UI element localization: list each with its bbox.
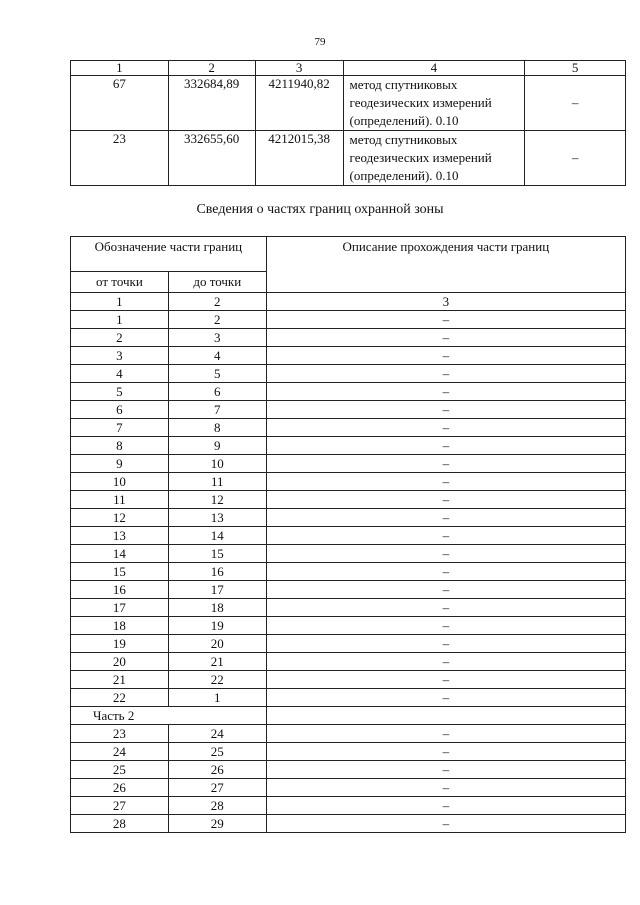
method-line: метод спутниковых <box>349 132 458 147</box>
method-line: (определений). 0.10 <box>349 168 459 183</box>
from-point: 10 <box>71 473 169 491</box>
from-point: 21 <box>71 671 169 689</box>
table-row <box>71 581 626 599</box>
to-point: 16 <box>168 563 266 581</box>
col-header-1: 1 <box>71 61 169 76</box>
description-cell: – <box>266 455 625 473</box>
from-point: 13 <box>71 527 169 545</box>
method-line: геодезических измерений <box>349 95 492 110</box>
point-number: 23 <box>71 131 169 186</box>
table-row <box>71 401 626 419</box>
description-cell: – <box>266 527 625 545</box>
to-point: 26 <box>168 761 266 779</box>
table-row <box>71 617 626 635</box>
to-point: 25 <box>168 743 266 761</box>
coordinates-header-row <box>71 61 626 76</box>
to-point-header: до точки <box>168 272 266 293</box>
to-point: 15 <box>168 545 266 563</box>
from-point: 22 <box>71 689 169 707</box>
table-row <box>71 437 626 455</box>
col-header-5: 5 <box>525 61 626 76</box>
from-point: 23 <box>71 725 169 743</box>
to-point: 20 <box>168 635 266 653</box>
description-cell: – <box>266 797 625 815</box>
to-point: 21 <box>168 653 266 671</box>
from-point: 27 <box>71 797 169 815</box>
table-row <box>71 797 626 815</box>
description-cell: – <box>266 347 625 365</box>
table-row <box>71 455 626 473</box>
from-point: 7 <box>71 419 169 437</box>
description-cell: – <box>266 725 625 743</box>
description-cell: – <box>266 653 625 671</box>
table-row <box>71 779 626 797</box>
method-cell <box>343 76 525 131</box>
table-row <box>71 131 626 186</box>
description-cell: – <box>266 581 625 599</box>
from-point: 12 <box>71 509 169 527</box>
table-row <box>71 76 626 131</box>
note-cell: – <box>525 76 626 131</box>
table-row <box>71 689 626 707</box>
to-point: 22 <box>168 671 266 689</box>
from-point: 4 <box>71 365 169 383</box>
description-cell: – <box>266 419 625 437</box>
boundary-parts-table <box>70 236 626 833</box>
table-row <box>71 491 626 509</box>
from-point: 17 <box>71 599 169 617</box>
table-row <box>71 815 626 833</box>
from-point: 5 <box>71 383 169 401</box>
to-point: 18 <box>168 599 266 617</box>
col-header-3: 3 <box>255 61 343 76</box>
from-point-header: от точки <box>71 272 169 293</box>
description-cell: – <box>266 473 625 491</box>
from-point: 9 <box>71 455 169 473</box>
to-point: 3 <box>168 329 266 347</box>
to-point: 10 <box>168 455 266 473</box>
y-coordinate: 4211940,82 <box>255 76 343 131</box>
from-point: 19 <box>71 635 169 653</box>
from-point: 24 <box>71 743 169 761</box>
col-header-2: 2 <box>168 61 255 76</box>
from-point: 1 <box>71 311 169 329</box>
boundary-header-row <box>71 237 626 272</box>
table-row <box>71 635 626 653</box>
description-cell: – <box>266 437 625 455</box>
description-cell: – <box>266 545 625 563</box>
table-row <box>71 329 626 347</box>
description-cell: – <box>266 635 625 653</box>
to-point: 17 <box>168 581 266 599</box>
description-cell: – <box>266 779 625 797</box>
point-number: 67 <box>71 76 169 131</box>
to-point: 2 <box>168 311 266 329</box>
table-row <box>71 653 626 671</box>
to-point: 28 <box>168 797 266 815</box>
description-cell: – <box>266 383 625 401</box>
description-cell: – <box>266 401 625 419</box>
description-header: Описание прохождения части границ <box>266 237 625 293</box>
from-point: 20 <box>71 653 169 671</box>
from-point: 28 <box>71 815 169 833</box>
table-row <box>71 761 626 779</box>
table-row <box>71 563 626 581</box>
table-row <box>71 599 626 617</box>
x-coordinate: 332655,60 <box>168 131 255 186</box>
description-cell: – <box>266 599 625 617</box>
method-cell <box>343 131 525 186</box>
table-row <box>71 725 626 743</box>
from-point: 11 <box>71 491 169 509</box>
note-cell: – <box>525 131 626 186</box>
table-row <box>71 383 626 401</box>
description-cell: – <box>266 761 625 779</box>
from-point: 6 <box>71 401 169 419</box>
to-point: 7 <box>168 401 266 419</box>
part-label: Часть 2 <box>71 707 267 725</box>
y-coordinate: 4212015,38 <box>255 131 343 186</box>
from-point: 16 <box>71 581 169 599</box>
description-cell: – <box>266 365 625 383</box>
column-number: 3 <box>266 293 625 311</box>
description-cell: – <box>266 311 625 329</box>
table-row <box>71 311 626 329</box>
table-row <box>71 347 626 365</box>
description-cell: – <box>266 329 625 347</box>
to-point: 11 <box>168 473 266 491</box>
from-point: 3 <box>71 347 169 365</box>
to-point: 13 <box>168 509 266 527</box>
page-number: 79 <box>314 36 326 48</box>
description-cell: – <box>266 743 625 761</box>
description-cell: – <box>266 815 625 833</box>
to-point: 6 <box>168 383 266 401</box>
from-point: 26 <box>71 779 169 797</box>
description-cell: – <box>266 509 625 527</box>
to-point: 12 <box>168 491 266 509</box>
table-row <box>71 527 626 545</box>
x-coordinate: 332684,89 <box>168 76 255 131</box>
table-row <box>71 743 626 761</box>
to-point: 9 <box>168 437 266 455</box>
to-point: 27 <box>168 779 266 797</box>
table-row <box>71 545 626 563</box>
column-number-row <box>71 293 626 311</box>
from-point: 15 <box>71 563 169 581</box>
method-line: (определений). 0.10 <box>349 113 459 128</box>
description-cell: – <box>266 563 625 581</box>
part-label-row <box>71 707 626 725</box>
table-row <box>71 365 626 383</box>
to-point: 24 <box>168 725 266 743</box>
section-title: Сведения о частях границ охранной зоны <box>196 202 444 217</box>
table-row <box>71 671 626 689</box>
from-point: 2 <box>71 329 169 347</box>
method-line: метод спутниковых <box>349 77 458 92</box>
table-row <box>71 509 626 527</box>
table-row <box>71 473 626 491</box>
table-row <box>71 419 626 437</box>
method-line: геодезических измерений <box>349 150 492 165</box>
from-point: 8 <box>71 437 169 455</box>
from-point: 18 <box>71 617 169 635</box>
column-number: 2 <box>168 293 266 311</box>
to-point: 19 <box>168 617 266 635</box>
col-header-4: 4 <box>343 61 525 76</box>
from-point: 14 <box>71 545 169 563</box>
to-point: 29 <box>168 815 266 833</box>
column-number: 1 <box>71 293 169 311</box>
description-cell: – <box>266 617 625 635</box>
to-point: 8 <box>168 419 266 437</box>
from-point: 25 <box>71 761 169 779</box>
description-cell: – <box>266 671 625 689</box>
to-point: 5 <box>168 365 266 383</box>
to-point: 14 <box>168 527 266 545</box>
description-cell <box>266 707 625 725</box>
description-cell: – <box>266 491 625 509</box>
coordinates-table <box>70 60 626 186</box>
to-point: 4 <box>168 347 266 365</box>
to-point: 1 <box>168 689 266 707</box>
group-header: Обозначение части границ <box>71 237 267 272</box>
description-cell: – <box>266 689 625 707</box>
